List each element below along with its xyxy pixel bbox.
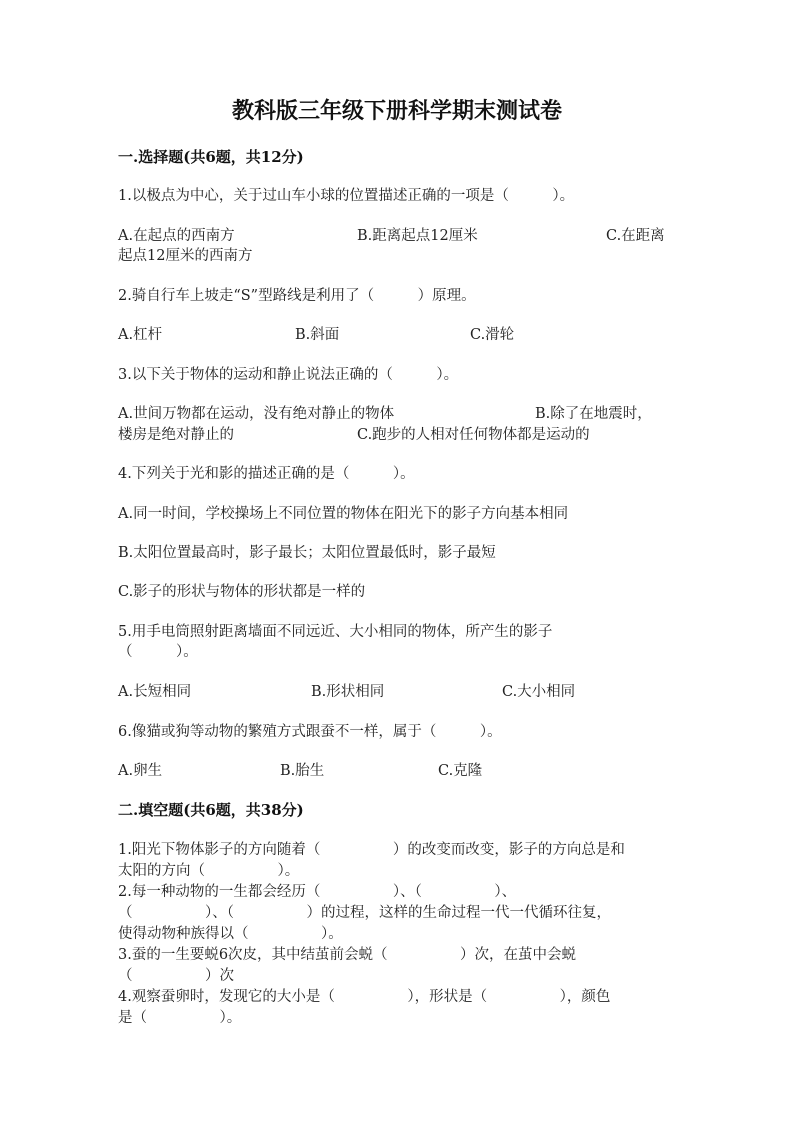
- option-a: A.世间万物都在运动，没有绝对静止的物体: [118, 406, 395, 422]
- section-heading-fill: 二.填空题(共6题，共38分): [118, 801, 304, 819]
- question-stem: 6.像猫或狗等动物的繁殖方式跟蚕不一样，属于（ ）。: [118, 724, 502, 740]
- option-c: C.滑轮: [470, 327, 515, 343]
- option-c: C.跑步的人相对任何物体都是运动的: [357, 427, 590, 443]
- option-b: B.太阳位置最高时，影子最长；太阳位置最低时，影子最短: [118, 545, 496, 561]
- fill-question: 1.阳光下物体影子的方向随着（ ）的改变而改变，影子的方向总是和: [118, 842, 625, 858]
- fill-question: 3.蚕的一生要蜕6次皮，其中结茧前会蜕（ ）次，在茧中会蜕: [118, 947, 577, 963]
- option-a: A.在起点的西南方: [118, 228, 235, 244]
- option-a: A.杠杆: [118, 327, 163, 343]
- question-stem: 3.以下关于物体的运动和静止说法正确的（ ）。: [118, 367, 459, 383]
- question-stem: 2.骑自行车上坡走“S”型路线是利用了（ ）原理。: [118, 288, 476, 304]
- section-heading-choice: 一.选择题(共6题，共12分): [118, 148, 304, 166]
- fill-question-continued: 太阳的方向（ ）。: [118, 863, 300, 879]
- fill-question-continued: 是（ ）。: [118, 1010, 242, 1026]
- question-stem: 1.以极点为中心，关于过山车小球的位置描述正确的一项是（ ）。: [118, 188, 575, 204]
- option-b-continued: 楼房是绝对静止的: [118, 427, 234, 443]
- question-stem: 4.下列关于光和影的描述正确的是（ ）。: [118, 466, 415, 482]
- page-title: 教科版三年级下册科学期末测试卷: [231, 98, 562, 124]
- option-b: B.除了在地震时，: [535, 406, 652, 422]
- option-a: A.卵生: [118, 763, 163, 779]
- fill-question: 2.每一种动物的一生都会经历（ ）、（ ）、: [118, 884, 517, 900]
- fill-question-continued: 使得动物种族得以（ ）。: [118, 926, 343, 942]
- option-c: C.克隆: [438, 763, 483, 779]
- fill-question-continued: （ ）、（ ）的过程，这样的生命过程一代一代循环往复，: [118, 905, 611, 921]
- option-c-continued: 起点12厘米的西南方: [118, 248, 253, 264]
- fill-question-continued: （ ）次: [118, 968, 234, 984]
- option-b: B.斜面: [295, 327, 340, 343]
- question-stem: 5.用手电筒照射距离墙面不同远近、大小相同的物体，所产生的影子: [118, 624, 553, 640]
- option-c: C.在距离: [606, 228, 665, 244]
- option-b: B.距离起点12厘米: [357, 228, 478, 244]
- option-b: B.胎生: [280, 763, 325, 779]
- option-a: A.同一时间，学校操场上不同位置的物体在阳光下的影子方向基本相同: [118, 506, 569, 522]
- option-c: C.影子的形状与物体的形状都是一样的: [118, 584, 366, 600]
- question-stem-continued: （ ）。: [118, 644, 198, 660]
- option-a: A.长短相同: [118, 684, 192, 700]
- fill-question: 4.观察蚕卵时，发现它的大小是（ ），形状是（ ），颜色: [118, 989, 611, 1005]
- option-b: B.形状相同: [311, 684, 385, 700]
- option-c: C.大小相同: [502, 684, 576, 700]
